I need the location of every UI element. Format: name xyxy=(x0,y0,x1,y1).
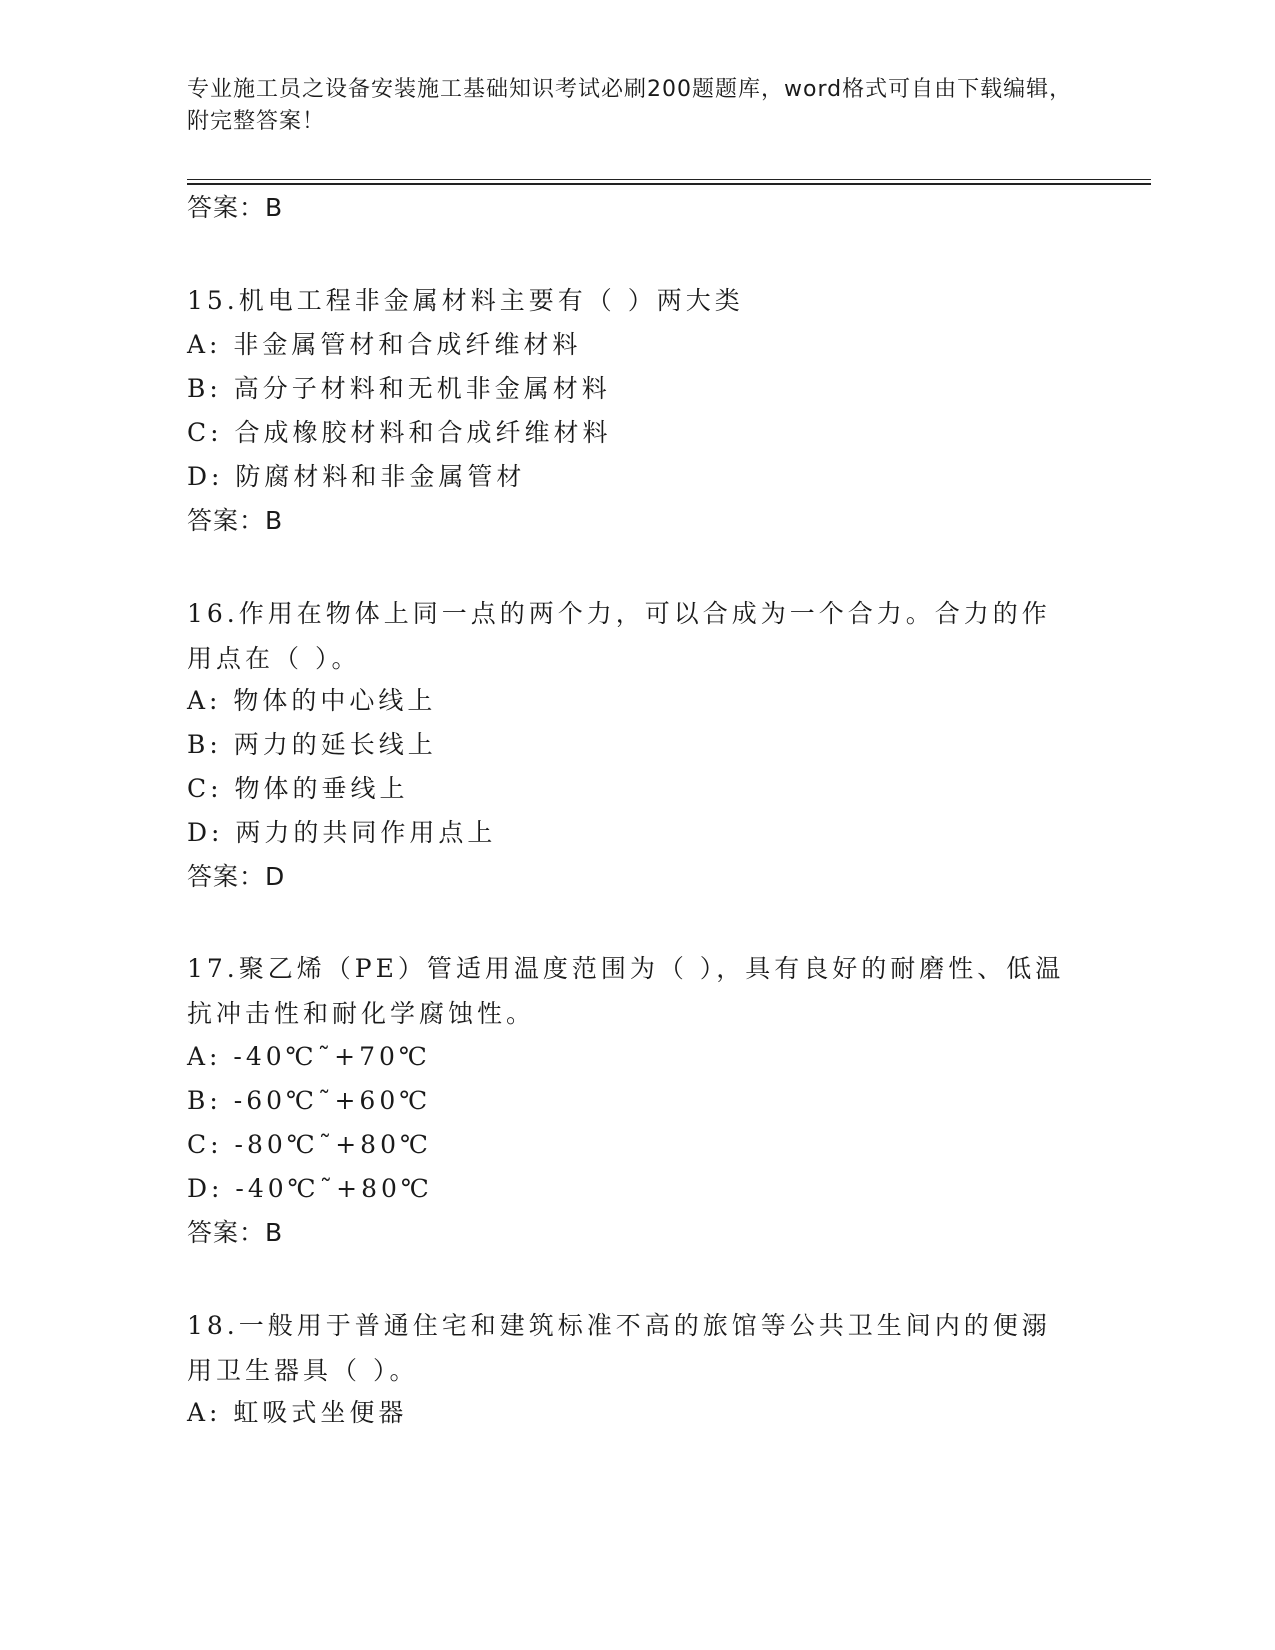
question-17-option-d: D: -40℃˜+80℃ xyxy=(187,1174,433,1203)
question-15-option-d: D: 防腐材料和非金属管材 xyxy=(187,462,526,491)
question-16-option-d: D: 两力的共同作用点上 xyxy=(187,818,497,847)
question-15-option-a: A: 非金属管材和合成纤维材料 xyxy=(187,330,582,359)
question-17-option-a: A: -40℃˜+70℃ xyxy=(187,1042,431,1071)
question-17-stem: 17.聚乙烯（PE）管适用温度范围为（ ），具有良好的耐磨性、低温抗冲击性和耐化学腐蚀性。 xyxy=(187,954,1065,1028)
question-15-stem: 15.机电工程非金属材料主要有（ ）两大类 xyxy=(187,286,744,315)
question-15-option-c: C: 合成橡胶材料和合成纤维材料 xyxy=(187,418,612,447)
document-header: 专业施工员之设备安装施工基础知识考试必刷200题题库，word格式可自由下载编辑，附完整答案！ xyxy=(187,77,1073,134)
answer-14: 答案：B xyxy=(187,193,284,222)
question-16-option-a: A: 物体的中心线上 xyxy=(187,686,437,715)
question-17-option-c: C: -80℃˜+80℃ xyxy=(187,1130,432,1159)
question-16-option-b: B: 两力的延长线上 xyxy=(187,730,437,759)
answer-15: 答案：B xyxy=(187,506,284,535)
header-rule-thick xyxy=(187,183,1151,185)
answer-17: 答案：B xyxy=(187,1218,284,1247)
header-rule-thin xyxy=(187,179,1151,180)
question-15-option-b: B: 高分子材料和无机非金属材料 xyxy=(187,374,611,403)
question-16-stem: 16.作用在物体上同一点的两个力，可以合成为一个合力。合力的作用点在（ ）。 xyxy=(187,599,1051,673)
question-18-stem: 18.一般用于普通住宅和建筑标准不高的旅馆等公共卫生间内的便溺用卫生器具（ ）。 xyxy=(187,1311,1051,1385)
answer-16: 答案：D xyxy=(187,862,286,891)
question-16-option-c: C: 物体的垂线上 xyxy=(187,774,409,803)
question-18-option-a: A: 虹吸式坐便器 xyxy=(187,1398,408,1427)
question-17-option-b: B: -60℃˜+60℃ xyxy=(187,1086,432,1115)
